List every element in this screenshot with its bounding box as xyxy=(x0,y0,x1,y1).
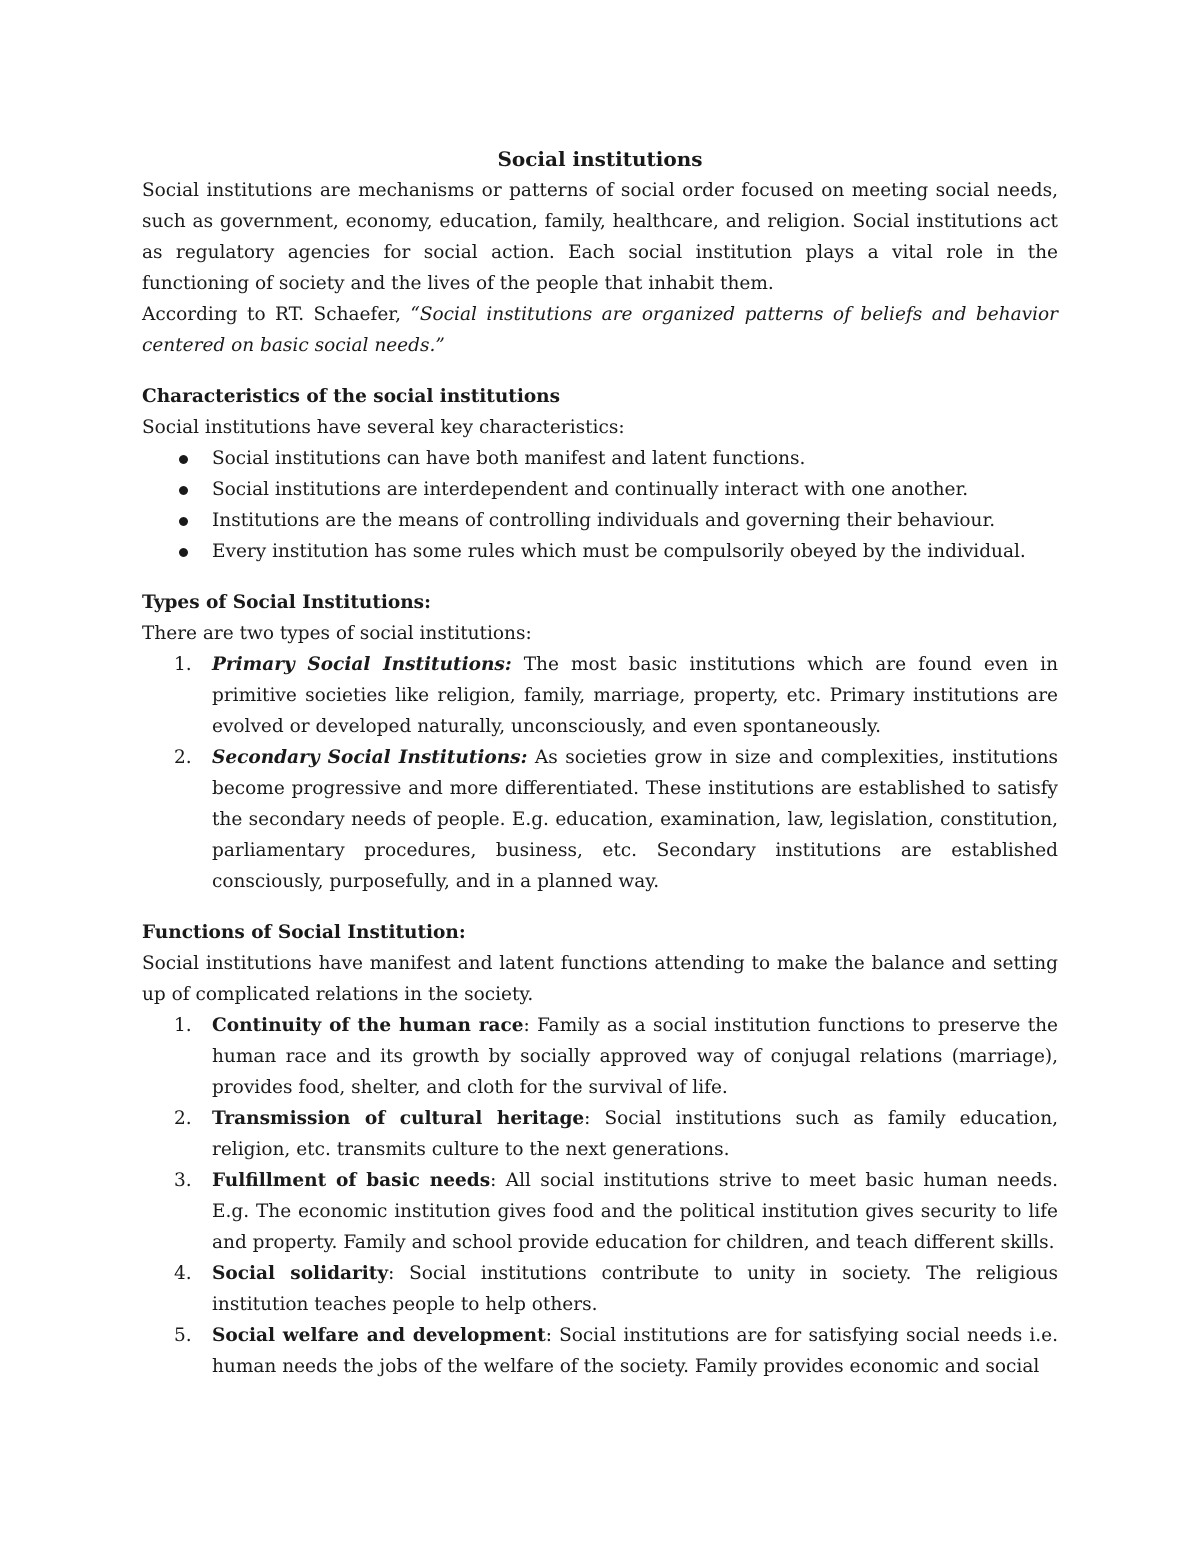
bullet-icon xyxy=(179,517,188,526)
list-item xyxy=(174,505,1058,536)
list-item-text: As societies grow in size and complexities, institutions become progressive and more differentiated. These institutions are established to satisfy the secondary needs of people. E.g. education, examination, law, legislation, constitution, parliamentary procedures, business, etc. Secondary institutions are established consciously, purposefully, and in a planned way. xyxy=(212,747,1058,892)
schaefer-quote xyxy=(142,299,1058,361)
list-term: Secondary Social Institutions: xyxy=(212,747,528,768)
intro-paragraph: Social institutions are mechanisms or patterns of social order focused on meeting social needs, such as government, economy, education, family, healthcare, and religion. Social institutions act as regulatory agencies for social action. Each social institution plays a vital role in the functioning of society and the lives of the people that inhabit them. xyxy=(142,180,1058,294)
quote-text: “Social institutions are organized patterns of beliefs and behavior centered on basic social needs.” xyxy=(142,304,1058,356)
list-item xyxy=(174,742,1058,897)
types-lead: There are two types of social institutions: xyxy=(142,623,532,644)
functions-lead: Social institutions have manifest and latent functions attending to make the balance and setting up of complicated relations in the society. xyxy=(142,953,1058,1005)
list-number: 5. xyxy=(174,1325,192,1346)
list-number: 3. xyxy=(174,1170,192,1191)
characteristics-heading: Characteristics of the social institutions xyxy=(142,386,561,407)
list-term: Primary Social Institutions: xyxy=(212,654,512,675)
list-term: Continuity of the human race xyxy=(212,1015,524,1036)
list-number: 2. xyxy=(174,747,192,768)
list-term: Fulfillment of basic needs xyxy=(212,1170,491,1191)
list-item xyxy=(174,1165,1058,1258)
list-term: Social solidarity xyxy=(212,1263,389,1284)
types-list xyxy=(142,649,1058,897)
list-item xyxy=(174,1320,1058,1382)
bullet-icon xyxy=(179,455,188,464)
list-item xyxy=(174,474,1058,505)
bullet-icon xyxy=(179,548,188,557)
list-term: Transmission of cultural heritage xyxy=(212,1108,585,1129)
list-item-text: : Social institutions contribute to unity in society. The religious institution teaches people to help others. xyxy=(212,1263,1059,1315)
list-item xyxy=(174,1258,1058,1320)
list-number: 2. xyxy=(174,1108,192,1129)
list-item-text: : Social institutions such as family education, religion, etc. transmits culture to the next generations. xyxy=(212,1108,1058,1160)
list-item xyxy=(174,536,1058,567)
quote-lead: According to RT. Schaefer, xyxy=(142,304,411,325)
list-number: 4. xyxy=(174,1263,192,1284)
types-heading: Types of Social Institutions: xyxy=(142,592,431,613)
list-number: 1. xyxy=(174,654,192,675)
functions-heading: Functions of Social Institution: xyxy=(142,922,466,943)
list-item xyxy=(174,1103,1058,1165)
bullet-icon xyxy=(179,486,188,495)
list-item xyxy=(174,443,1058,474)
characteristics-list xyxy=(142,443,1058,567)
list-term: Social welfare and development xyxy=(212,1325,546,1346)
list-item-text: The most basic institutions which are found even in primitive societies like religion, family, marriage, property, etc. Primary institutions are evolved or developed naturally, unconsciously, and even spontaneously. xyxy=(212,654,1058,737)
list-item-text: Every institution has some rules which must be compulsorily obeyed by the individual. xyxy=(212,541,1026,562)
functions-list xyxy=(142,1010,1058,1382)
page-title: Social institutions xyxy=(497,147,703,171)
characteristics-lead: Social institutions have several key characteristics: xyxy=(142,417,625,438)
list-item-text: Institutions are the means of controlling individuals and governing their behaviour. xyxy=(212,510,996,531)
list-item-text: : Social institutions are for satisfying social needs i.e. human needs the jobs of the welfare of the society. Family provides economic and social xyxy=(212,1325,1058,1377)
list-item-text: Social institutions can have both manifest and latent functions. xyxy=(212,448,806,469)
list-item-text: : All social institutions strive to meet basic human needs. E.g. The economic institution gives food and the political institution gives security to life and property. Family and school provide education for children, and teach different skills. xyxy=(212,1170,1059,1253)
list-number: 1. xyxy=(174,1015,192,1036)
list-item xyxy=(174,649,1058,742)
list-item-text: : Family as a social institution functions to preserve the human race and its growth by socially approved way of conjugal relations (marriage), provides food, shelter, and cloth for the survival of life. xyxy=(212,1015,1058,1098)
list-item-text: Social institutions are interdependent and continually interact with one another. xyxy=(212,479,969,500)
list-item xyxy=(174,1010,1058,1103)
